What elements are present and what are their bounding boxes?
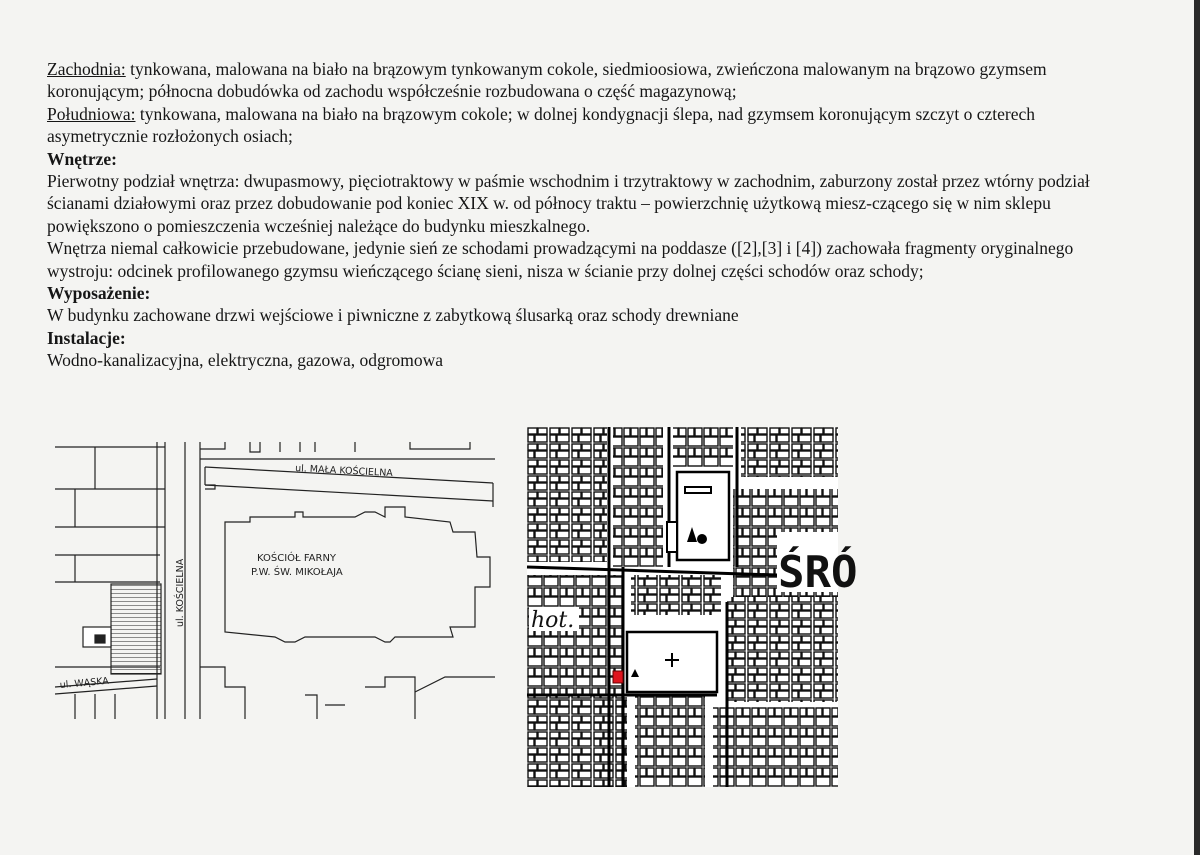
scan-edge	[1194, 0, 1200, 855]
heading-wyposazenie: Wyposażenie:	[47, 283, 151, 304]
text-zachodnia: tynkowana, malowana na biało na brązowym tynkowanym cokole, siedmioosiowa, zwieńczona malowanym na brązowo gzymsem koronującym; północna dobudówka od zachodu współcześnie rozbudowana o część magazynową;	[47, 59, 1047, 102]
street-koscielna: ul. KOŚCIELNA	[175, 558, 186, 627]
text-poludniowa: tynkowana, malowana na biało na brązowym cokole; w dolnej kondygnacji ślepa, nad gzymsem koronującym szczyt o czterech asymetrycznie rozłożonych osiach;	[47, 103, 1035, 147]
paragraph-wyposazenie: W budynku zachowane drzwi wejściowe i piwniczne z zabytkową ślusarką oraz schody drewniane	[47, 305, 739, 326]
building-location-marker	[613, 671, 623, 683]
label-poludniowa: Południowa:	[47, 103, 136, 124]
church-label-2: P.W. ŚW. MIKOŁAJA	[251, 567, 343, 578]
label-zachodnia: Zachodnia:	[47, 59, 126, 79]
city-map	[527, 427, 858, 787]
street-waska: ul. WĄSKA	[59, 675, 110, 691]
heading-wnetrze: Wnętrze:	[47, 148, 117, 169]
paragraph-zachodnia	[47, 58, 1127, 103]
paragraph-wnetrze-2: Wnętrza niemal całkowicie przebudowane, jedynie sień ze schodami prowadzącymi na poddasze ([2],[3] i [4]) zachowała fragmenty oryginalnego wystroju: odcinek profilowanego gzymsu wieńczącego ścianę sieni, nisza w ścianie przy dolnej części schodów oraz schody;	[47, 238, 1074, 281]
street-mala-koscielna: ul. MAŁA KOŚCIELNA	[294, 463, 394, 480]
paragraph-poludniowa	[47, 103, 1127, 148]
paragraph-wnetrze-1: Pierwotny podział wnętrza: dwupasmowy, pięciotraktowy w paśmie wschodnim i trzytraktowy w zachodnim, zaburzony został przez wtórny podział ścianami działowymi oraz przez dobudowanie pod koniec XIX w. od północy traktu – powierzchnię użytkową miesz-czącego się w nim sklepu powiększono o pomieszczenia wcześniej należące do budynku mieszkalnego.	[47, 171, 1090, 236]
document-text	[47, 58, 1127, 372]
map-label-sro: ŚRÓ	[778, 547, 858, 598]
heading-instalacje: Instalacje:	[47, 327, 126, 348]
church-label-1: KOŚCIÓŁ FARNY	[257, 553, 337, 564]
paragraph-instalacje: Wodno-kanalizacyjna, elektryczna, gazowa, odgromowa	[47, 350, 444, 371]
map-label-hot: hot.	[531, 608, 575, 633]
site-plan	[55, 437, 495, 719]
